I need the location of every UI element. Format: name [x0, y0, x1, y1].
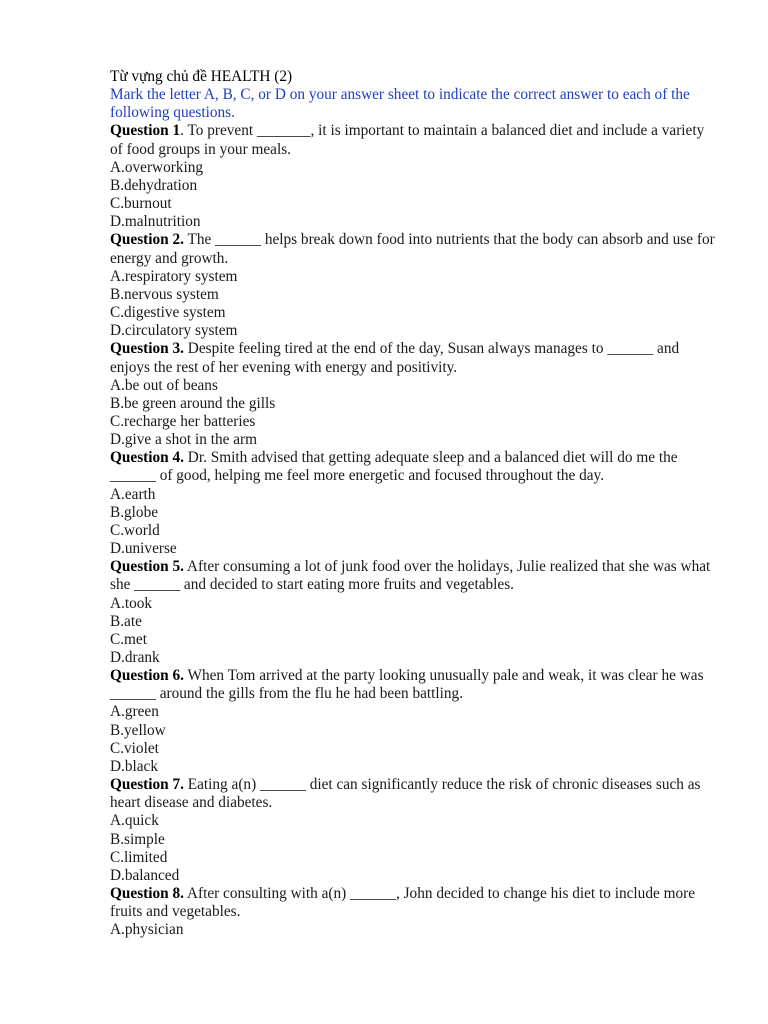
answer-option: D.give a shot in the arm [110, 431, 257, 449]
question-stem [110, 340, 720, 376]
question-stem [110, 776, 720, 812]
question-block [110, 449, 720, 558]
instruction-text: Mark the letter A, B, C, or D on your answer sheet to indicate the correct answer to each of the following questions. [110, 86, 690, 122]
answer-option: A.respiratory system [110, 267, 238, 285]
answer-option: A.quick [110, 812, 159, 830]
answer-option: B.ate [110, 612, 142, 630]
question-text: After consulting with a(n) ______, John decided to change his diet to include more fruits and vegetables. [110, 885, 696, 921]
question-stem [110, 558, 720, 594]
question-block [110, 340, 720, 449]
question-stem [110, 885, 720, 921]
question-label: Question 1 [110, 122, 181, 140]
answer-option: C.recharge her batteries [110, 412, 256, 430]
question-label: Question 4. [110, 449, 184, 467]
question-block [110, 558, 720, 667]
answer-option: B.simple [110, 830, 165, 848]
answer-option: C.violet [110, 739, 159, 757]
question-block [110, 122, 720, 231]
answer-option: D.malnutrition [110, 213, 201, 231]
question-label: Question 3. [110, 340, 184, 358]
question-stem [110, 231, 720, 267]
answer-option: D.universe [110, 540, 177, 558]
answer-option: A.physician [110, 921, 184, 939]
question-label: Question 8. [110, 885, 184, 903]
answer-option: D.balanced [110, 866, 180, 884]
question-text: Despite feeling tired at the end of the day, Susan always manages to ______ and enjoys the rest of her evening with energy and positivity. [110, 340, 680, 376]
question-label: Question 7. [110, 776, 184, 794]
answer-option: B.globe [110, 503, 159, 521]
answer-option: A.overworking [110, 158, 204, 176]
question-text: When Tom arrived at the party looking unusually pale and weak, it was clear he was ______ around the gills from the flu he had been battling. [110, 667, 704, 703]
question-block [110, 231, 720, 340]
answer-option: A.earth [110, 485, 156, 503]
question-label: Question 6. [110, 667, 184, 685]
answer-option: C.digestive system [110, 304, 226, 322]
answer-option: C.world [110, 521, 160, 539]
question-stem [110, 667, 720, 703]
answer-option: B.yellow [110, 721, 166, 739]
answer-option: D.black [110, 757, 158, 775]
answer-option: B.dehydration [110, 176, 198, 194]
answer-option: A.took [110, 594, 153, 612]
question-text: Dr. Smith advised that getting adequate sleep and a balanced diet will do me the ______ of good, helping me feel more energetic and focused throughout the day. [110, 449, 678, 485]
answer-option: C.met [110, 630, 147, 648]
question-stem [110, 449, 720, 485]
question-block [110, 776, 720, 885]
question-label: Question 2. [110, 231, 184, 249]
question-text: Eating a(n) ______ diet can significantly reduce the risk of chronic diseases such as heart disease and diabetes. [110, 776, 701, 812]
answer-option: A.be out of beans [110, 376, 218, 394]
answer-option: C.limited [110, 848, 168, 866]
answer-option: C.burnout [110, 195, 172, 213]
question-block [110, 885, 720, 939]
question-text: . To prevent _______, it is important to maintain a balanced diet and include a variety of food groups in your meals. [110, 122, 705, 158]
question-block [110, 667, 720, 776]
answer-option: D.circulatory system [110, 322, 238, 340]
question-text: The ______ helps break down food into nutrients that the body can absorb and use for energy and growth. [110, 231, 715, 267]
answer-option: B.be green around the gills [110, 394, 276, 412]
question-stem [110, 122, 720, 158]
question-label: Question 5. [110, 558, 184, 576]
document-title: Từ vựng chủ đề HEALTH (2) [110, 68, 293, 85]
answer-option: B.nervous system [110, 285, 219, 303]
document-page [110, 68, 720, 940]
answer-option: D.drank [110, 649, 160, 666]
question-text: After consuming a lot of junk food over the holidays, Julie realized that she was what she ______ and decided to start eating more fruits and vegetables. [110, 558, 711, 594]
answer-option: A.green [110, 703, 159, 721]
